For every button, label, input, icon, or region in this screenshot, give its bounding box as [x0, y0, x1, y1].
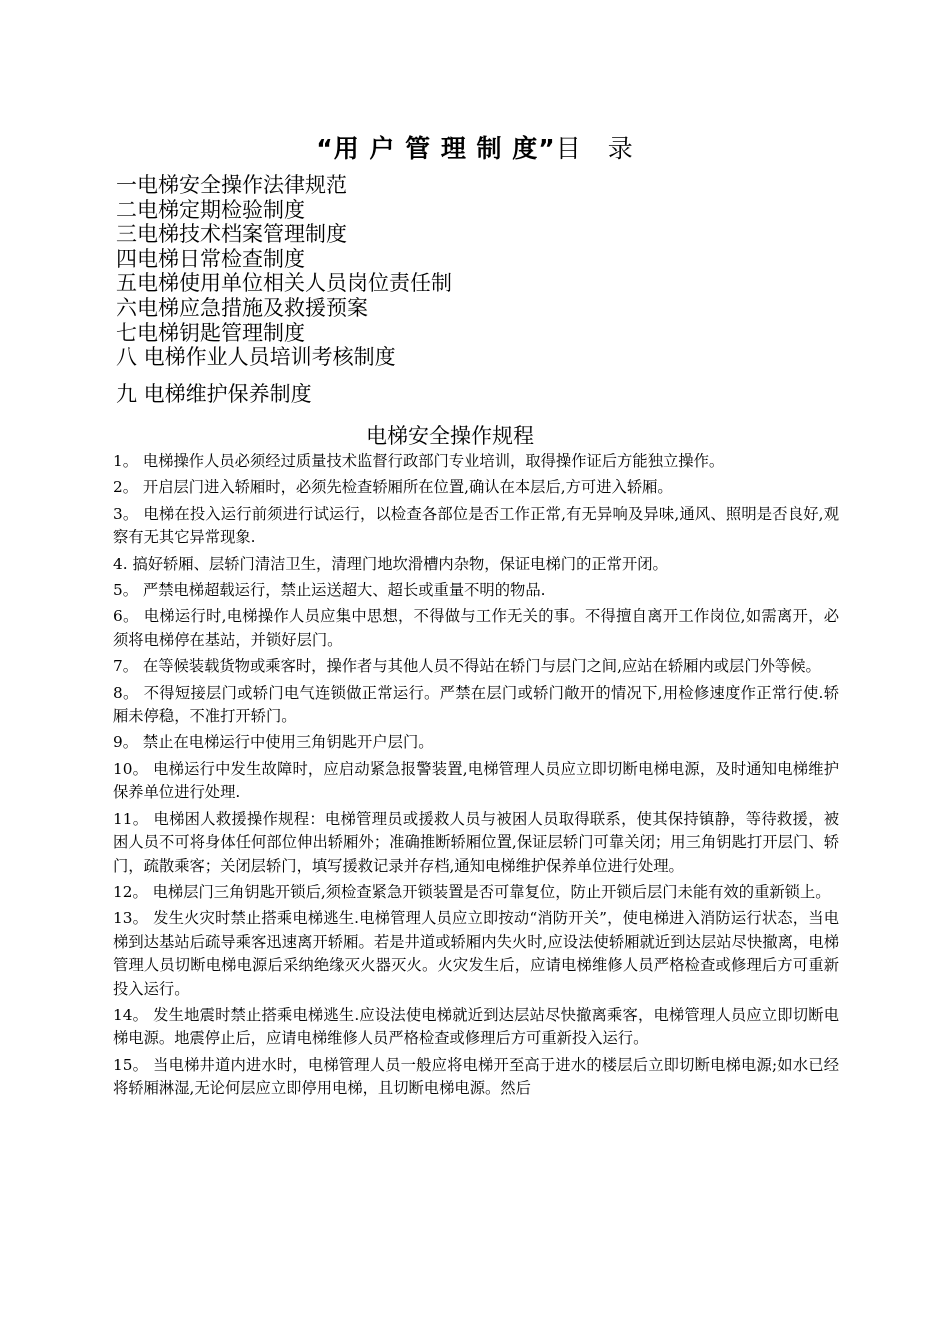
table-of-contents — [116, 173, 856, 406]
toc-item: 二电梯定期检验制度 — [116, 197, 305, 222]
rule-item: 10。 电梯运行中发生故障时，应启动紧急报警装置,电梯管理人员应立即切断电梯电源，及时通知电梯维护保养单位进行处理. — [113, 759, 839, 802]
rule-item: 5。 严禁电梯超载运行，禁止运送超大、超长或重量不明的物品. — [113, 581, 546, 600]
toc-item: 一电梯安全操作法律规范 — [116, 173, 347, 197]
rule-item: 8。 不得短接层门或轿门电气连锁做正常运行。严禁在层门或轿门敞开的情况下,用检修速度作正常行使.轿厢未停稳，不准打开轿门。 — [113, 683, 839, 726]
rule-item: 4. 搞好轿厢、层轿门清洁卫生，清理门地坎滑槽内杂物，保证电梯门的正常开闭。 — [113, 554, 668, 573]
toc-item: 三电梯技术档案管理制度 — [116, 222, 347, 247]
operating-rules-list — [113, 450, 839, 1104]
rule-item: 3。 电梯在投入运行前须进行试运行，以检查各部位是否工作正常,有无异响及异味,通风、照明是否良好,观察有无其它异常现象. — [113, 504, 839, 547]
document-title-main: “用 户 管 理 制 度” — [316, 134, 556, 163]
rule-item: 15。 当电梯井道内进水时，电梯管理人员一般应将电梯开至高于进水的楼层后立即切断电梯电源;如水已经将轿厢淋湿,无论何层应立即停用电梯，且切断电梯电源。然后 — [113, 1055, 839, 1098]
rule-item: 6。 电梯运行时,电梯操作人员应集中思想，不得做与工作无关的事。不得擅自离开工作岗位,如需离开，必须将电梯停在基站，并锁好层门。 — [113, 607, 839, 649]
toc-item: 八 电梯作业人员培训考核制度 — [116, 345, 396, 370]
toc-item: 四电梯日常检查制度 — [116, 246, 305, 271]
toc-item: 九 电梯维护保养制度 — [116, 381, 312, 406]
toc-item: 七电梯钥匙管理制度 — [116, 320, 305, 345]
document-title-suffix: 目 录 — [555, 134, 634, 163]
rule-item: 9。 禁止在电梯运行中使用三角钥匙开户层门。 — [113, 733, 434, 752]
rule-item: 14。 发生地震时禁止搭乘电梯逃生.应设法使电梯就近到达层站尽快撤离乘客，电梯管理人员应立即切断电梯电源。地震停止后，应请电梯维修人员严格检查或修理后方可重新投入运行。 — [113, 1005, 839, 1048]
rule-item: 13。 发生火灾时禁止搭乘电梯逃生.电梯管理人员应立即按动“消防开关”，使电梯进入消防运行状态，当电梯到达基站后疏导乘客迅速离开轿厢。若是井道或轿厢内失火时,应设法使轿厢就近到达层站尽快撤离，电梯管理人员切断电梯电源后采纳绝缘灭火器灭火。火灾发生后，应请电梯维修人员严格检查或修理后方可重新投入运行。 — [113, 909, 839, 998]
toc-item: 五电梯使用单位相关人员岗位责任制 — [116, 271, 452, 296]
rule-item: 2。 开启层门进入轿厢时，必须先检查轿厢所在位置,确认在本层后,方可进入轿厢。 — [113, 478, 673, 497]
rule-item: 12。 电梯层门三角钥匙开锁后,须检查紧急开锁装置是否可靠复位，防止开锁后层门未能有效的重新锁上。 — [113, 882, 831, 901]
rule-item: 11。 电梯困人救援操作规程：电梯管理员或援救人员与被困人员取得联系，使其保持镇静，等待救援，被困人员不可将身体任何部位伸出轿厢外；准确推断轿厢位置,保证层轿门可靠关闭；用三角钥匙打开层门、轿门，疏散乘客；关闭层轿门，填写援救记录并存档,通知电梯维护保养单位进行处理。 — [113, 809, 839, 875]
toc-item: 六电梯应急措施及救援预案 — [116, 295, 368, 320]
document-title — [0, 131, 950, 167]
rule-item: 1。 电梯操作人员必须经过质量技术监督行政部门专业培训，取得操作证后方能独立操作。 — [113, 452, 725, 470]
rule-item: 7。 在等候装载货物或乘客时，操作者与其他人员不得站在轿门与层门之间,应站在轿厢内或层门外等候。 — [113, 657, 821, 676]
section-title: 电梯安全操作规程 — [366, 424, 534, 448]
